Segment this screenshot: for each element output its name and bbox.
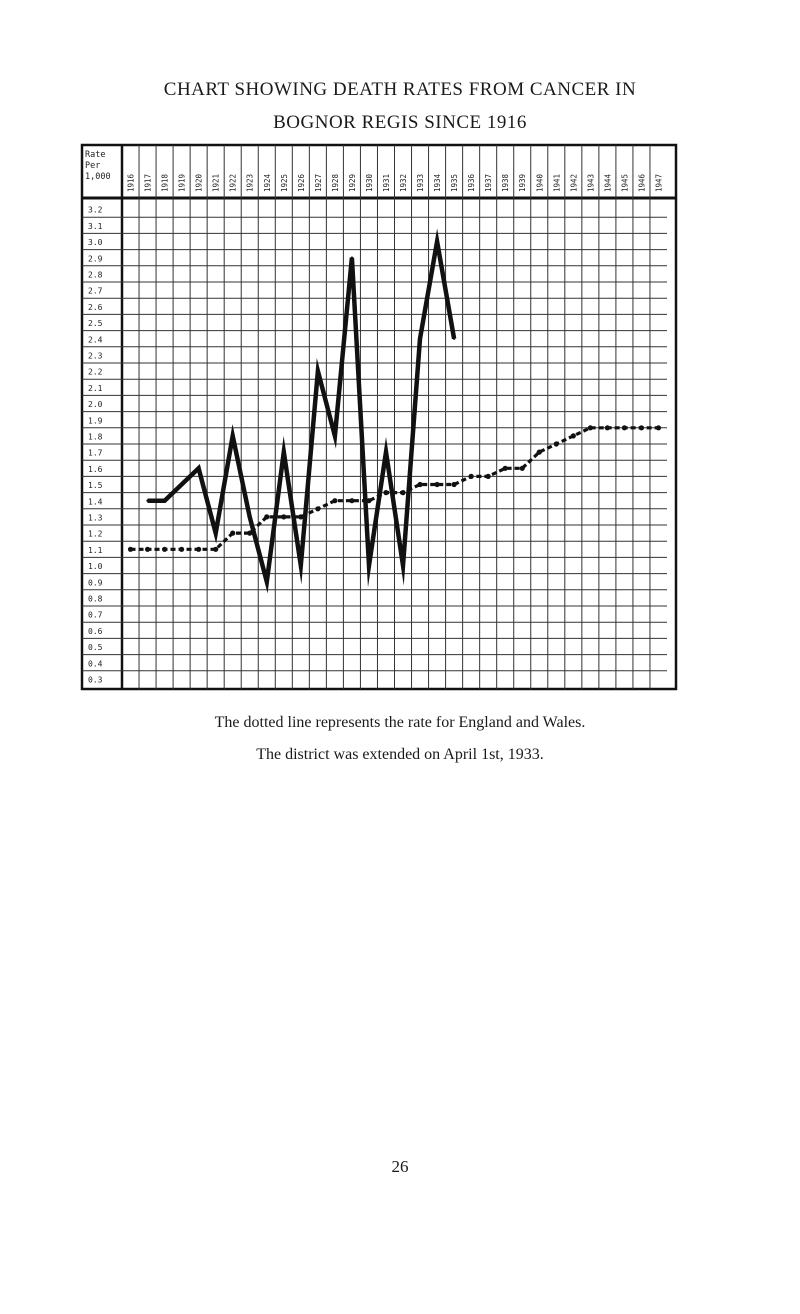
dotted-series-point [417, 482, 422, 487]
solid-series-point [334, 435, 336, 437]
x-tick-label: 1932 [399, 173, 409, 192]
y-tick-label: 2.1 [88, 383, 103, 393]
y-tick-label: 1.0 [88, 562, 103, 572]
x-tick-label: 1933 [416, 173, 426, 192]
dotted-series-point [281, 514, 286, 519]
y-tick-label: 0.5 [88, 643, 103, 653]
dotted-series-point [196, 547, 201, 552]
dotted-series-point [469, 474, 474, 479]
y-tick-label: 1.3 [88, 513, 103, 523]
dotted-series-point [145, 547, 150, 552]
solid-series-point [163, 500, 165, 502]
dotted-series-point [452, 482, 457, 487]
y-tick-label: 0.3 [88, 675, 103, 685]
dotted-series-point [434, 482, 439, 487]
solid-series-point [402, 564, 404, 566]
chart-title-line-2: BOGNOR REGIS SINCE 1916 [273, 112, 527, 133]
dotted-series-point [162, 547, 167, 552]
x-tick-label: 1917 [143, 173, 153, 192]
x-tick-label: 1923 [245, 173, 255, 192]
dotted-series-point [571, 433, 576, 438]
x-tick-label: 1920 [194, 173, 204, 192]
x-tick-label: 1926 [296, 173, 306, 192]
solid-series-point [197, 467, 199, 469]
solid-series-point [453, 338, 455, 340]
x-tick-label: 1941 [552, 173, 562, 192]
y-tick-label: 0.7 [88, 610, 103, 620]
solid-series-point [249, 516, 251, 518]
dotted-series-point [503, 466, 508, 471]
solid-series-point [266, 581, 268, 583]
solid-series-point [317, 370, 319, 372]
y-tick-label: 1.6 [88, 464, 103, 474]
x-tick-label: 1939 [518, 173, 528, 192]
dotted-series-point [605, 425, 610, 430]
x-tick-label: 1936 [467, 173, 477, 192]
x-tick-label: 1921 [211, 173, 221, 192]
death-rate-chart [80, 143, 680, 691]
solid-series-point [180, 483, 182, 485]
dotted-series-point [366, 498, 371, 503]
y-tick-label: 2.7 [88, 286, 103, 296]
solid-series-point [214, 532, 216, 534]
y-tick-label: 2.6 [88, 302, 103, 312]
y-tick-label: 1.8 [88, 432, 103, 442]
y-tick-label: 0.6 [88, 626, 103, 636]
x-tick-label: 1924 [262, 173, 272, 192]
x-tick-label: 1929 [347, 173, 357, 192]
dotted-series-point [520, 466, 525, 471]
dotted-series-point [588, 425, 593, 430]
dotted-series-point [247, 531, 252, 536]
x-tick-label: 1940 [535, 173, 545, 192]
solid-series-point [436, 240, 438, 242]
y-tick-label: 3.0 [88, 238, 103, 248]
dotted-series-point [298, 514, 303, 519]
y-tick-label: 3.1 [88, 221, 103, 231]
x-tick-label: 1934 [433, 173, 443, 192]
y-tick-label: 2.8 [88, 270, 103, 280]
chart-title-line-1: CHART SHOWING DEATH RATES FROM CANCER IN [163, 79, 637, 100]
corner-label: 1,000 [85, 172, 111, 182]
y-tick-label: 0.8 [88, 594, 103, 604]
y-tick-label: 3.2 [88, 205, 103, 215]
x-tick-label: 1922 [228, 173, 238, 192]
y-tick-label: 0.9 [88, 578, 103, 588]
y-tick-label: 1.9 [88, 416, 103, 426]
x-tick-label: 1925 [279, 173, 289, 192]
x-tick-label: 1935 [450, 173, 460, 192]
x-tick-label: 1930 [364, 173, 374, 192]
y-tick-label: 1.1 [88, 545, 103, 555]
dotted-series-point [622, 425, 627, 430]
dotted-series-point [537, 450, 542, 455]
dotted-series-point [639, 425, 644, 430]
dotted-series-point [264, 514, 269, 519]
y-tick-label: 1.7 [88, 448, 103, 458]
dotted-series-point [486, 474, 491, 479]
dotted-series-point [349, 498, 354, 503]
dotted-series-point [656, 425, 661, 430]
y-tick-label: 1.4 [88, 497, 103, 507]
solid-series-point [419, 338, 421, 340]
dotted-series-point [383, 490, 388, 495]
x-tick-label: 1944 [603, 173, 613, 192]
dotted-series-point [179, 547, 184, 552]
dotted-series-point [400, 490, 405, 495]
x-tick-label: 1947 [654, 173, 664, 192]
y-tick-label: 2.9 [88, 254, 103, 264]
chart-grid [82, 145, 667, 689]
y-tick-label: 2.4 [88, 335, 103, 345]
solid-series-point [300, 564, 302, 566]
dotted-series-point [315, 506, 320, 511]
corner-label: Rate [85, 150, 106, 160]
x-tick-label: 1919 [177, 173, 187, 192]
solid-series-point [385, 451, 387, 453]
dotted-series-point [332, 498, 337, 503]
solid-series-point [351, 257, 353, 259]
y-tick-label: 0.4 [88, 659, 103, 669]
x-tick-label: 1945 [620, 173, 630, 192]
x-tick-label: 1943 [586, 173, 596, 192]
y-tick-label: 2.2 [88, 367, 103, 377]
y-tick-label: 2.0 [88, 400, 103, 410]
solid-series-point [146, 500, 148, 502]
x-tick-label: 1918 [160, 173, 170, 192]
x-tick-label: 1927 [313, 173, 323, 192]
y-tick-label: 2.3 [88, 351, 103, 361]
x-tick-label: 1942 [569, 173, 579, 192]
x-tick-label: 1938 [501, 173, 511, 192]
caption-district-extended: The district was extended on April 1st, 1933. [256, 746, 544, 763]
dotted-series-point [128, 547, 133, 552]
solid-series-point [368, 564, 370, 566]
y-tick-label: 1.5 [88, 481, 103, 491]
dotted-series-point [213, 547, 218, 552]
solid-series-point [232, 435, 234, 437]
chart-frame [82, 145, 676, 689]
corner-label: Per [85, 161, 101, 171]
x-tick-label: 1928 [330, 173, 340, 192]
x-tick-label: 1946 [637, 173, 647, 192]
dotted-series-point [230, 531, 235, 536]
page-number: 26 [391, 1157, 409, 1176]
y-tick-label: 1.2 [88, 529, 103, 539]
dotted-series-point [554, 441, 559, 446]
chart-border [82, 145, 676, 689]
solid-series-point [283, 451, 285, 453]
x-tick-label: 1916 [126, 173, 136, 192]
x-tick-label: 1931 [381, 173, 391, 192]
y-tick-label: 2.5 [88, 319, 103, 329]
chart-labels [85, 150, 663, 684]
caption-dotted-line: The dotted line represents the rate for England and Wales. [214, 714, 586, 731]
x-tick-label: 1937 [484, 173, 494, 192]
